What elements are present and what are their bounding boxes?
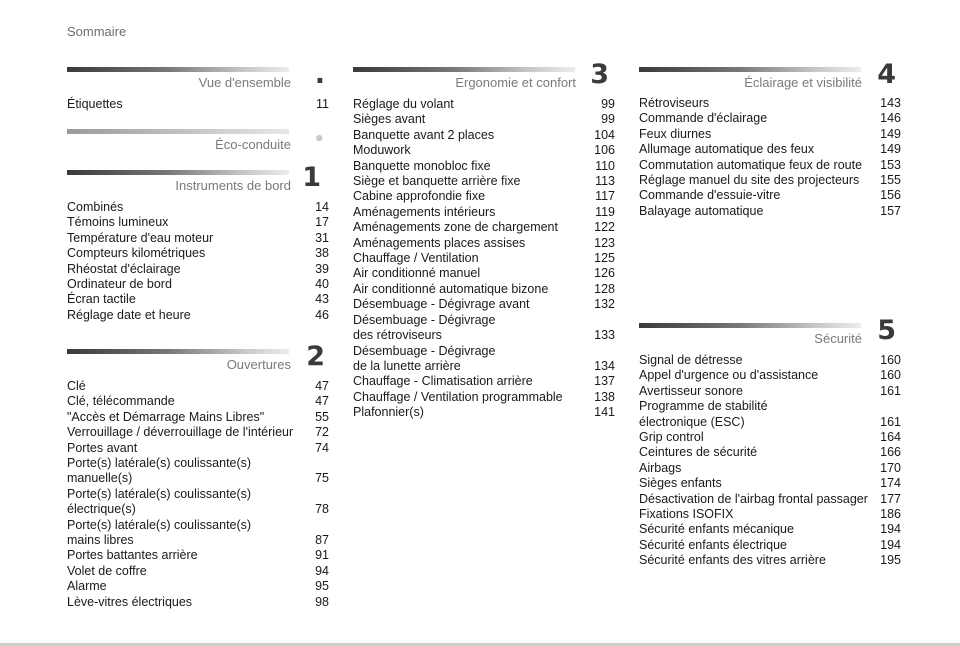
section-title: Éclairage et visibilité	[744, 75, 862, 90]
toc-entry[interactable]	[353, 374, 615, 389]
page-title: Sommaire	[67, 24, 127, 39]
toc-entry[interactable]	[67, 308, 329, 323]
section-title: Sécurité	[814, 331, 862, 346]
toc-entry-label: Signal de détresse	[639, 353, 743, 367]
section-title: Éco-conduite	[215, 137, 291, 152]
toc-entry-label: Siège et banquette arrière fixe	[353, 174, 521, 189]
toc-entry[interactable]	[67, 456, 329, 487]
toc-entry-page: 194	[880, 537, 901, 552]
toc-entry-page: 94	[315, 563, 329, 578]
section-securite	[639, 315, 901, 569]
section-number: 2	[306, 341, 325, 372]
toc-entry-label: Rhéostat d'éclairage	[67, 261, 181, 276]
toc-entry-page: 166	[880, 445, 901, 460]
section-divider	[67, 129, 289, 134]
toc-entry-label: Température d'eau moteur	[67, 230, 214, 245]
toc-entry-label: Lève-vitres électriques	[67, 594, 193, 609]
toc-entry[interactable]	[353, 97, 615, 112]
toc-entry-label: Portes avant	[67, 440, 138, 455]
toc-entry[interactable]	[67, 262, 329, 277]
toc-entry-label: Moduwork	[353, 143, 411, 158]
toc-entry-label: Étiquettes	[67, 97, 123, 111]
section-number: •	[313, 129, 325, 150]
toc-entry[interactable]	[67, 246, 329, 261]
toc-entry[interactable]	[67, 277, 329, 292]
toc-entry[interactable]	[639, 353, 901, 368]
toc-entry-page: 78	[315, 502, 329, 517]
section-divider	[639, 67, 861, 72]
toc-entry-page: 149	[880, 142, 901, 157]
toc-entry-page: 110	[595, 158, 615, 173]
toc-entry-page: 11	[316, 97, 329, 111]
toc-entry[interactable]	[639, 553, 901, 568]
toc-entry-page: 95	[315, 579, 329, 594]
toc-entry-page: 14	[315, 200, 329, 214]
toc-entry[interactable]	[67, 215, 329, 230]
toc-entry-page: 17	[315, 215, 329, 230]
section-instruments-de-bord	[67, 162, 329, 323]
toc-entry[interactable]	[639, 158, 901, 173]
toc-entry-label: Programme de stabilité électronique (ESC)	[639, 399, 768, 429]
toc-entry-page: 177	[880, 491, 901, 506]
toc-entry-label: Désactivation de l'airbag frontal passager	[639, 491, 868, 506]
toc-entry-label: Rétroviseurs	[639, 96, 710, 110]
section-number: .	[314, 59, 325, 90]
section-divider	[639, 323, 861, 328]
toc-entry-page: 153	[880, 157, 901, 172]
section-divider	[67, 349, 289, 354]
toc-entry-label: Air conditionné manuel	[353, 266, 481, 281]
toc-entry-label: Compteurs kilométriques	[67, 246, 206, 261]
toc-entry-label: "Accès et Démarrage Mains Libres"	[67, 409, 265, 424]
section-title: Vue d'ensemble	[198, 75, 291, 90]
toc-entry[interactable]	[353, 405, 615, 420]
toc-entry-label: Air conditionné automatique bizone	[353, 281, 549, 296]
toc-entry-label: Ordinateur de bord	[67, 277, 172, 292]
toc-entry-page: 40	[315, 277, 329, 292]
section-ergonomie-et-confort	[353, 59, 615, 421]
toc-entry-page: 125	[594, 251, 615, 266]
toc-entry[interactable]	[639, 445, 901, 460]
toc-entry[interactable]	[353, 112, 615, 127]
toc-entry-label: Banquette monobloc fixe	[353, 158, 491, 173]
toc-entry-page: 47	[315, 379, 329, 393]
toc-entry[interactable]	[639, 188, 901, 203]
toc-entry-label: Désembuage - Dégivrage avant	[353, 297, 530, 312]
toc-entry-label: Combinés	[67, 200, 124, 214]
toc-entry-page: 43	[315, 292, 329, 307]
toc-entry-page: 149	[880, 126, 901, 141]
toc-entry-page: 161	[880, 414, 901, 429]
toc-entry-label: Chauffage / Ventilation programmable	[353, 389, 563, 404]
toc-entry-page: 138	[594, 389, 615, 404]
section-ouvertures	[67, 341, 329, 610]
toc-entry-page: 119	[595, 204, 615, 219]
toc-entry-page: 113	[595, 174, 615, 189]
toc-entry-label: Clé	[67, 379, 86, 393]
toc-entry[interactable]	[353, 159, 615, 174]
toc-entry-page: 132	[594, 297, 615, 312]
toc-entry-page: 74	[315, 440, 329, 455]
toc-entry-page: 87	[315, 533, 329, 548]
toc-entry-label: Réglage date et heure	[67, 307, 191, 322]
toc-entry[interactable]	[639, 492, 901, 507]
toc-entry-label: Clé, télécommande	[67, 394, 175, 409]
toc-entry-page: 141	[594, 405, 615, 420]
toc-entry[interactable]	[353, 128, 615, 143]
toc-entry-page: 99	[601, 97, 615, 111]
toc-entry-page: 194	[880, 522, 901, 537]
toc-entry-page: 174	[880, 476, 901, 491]
section-title: Instruments de bord	[175, 178, 291, 193]
toc-entry[interactable]	[353, 344, 615, 375]
toc-entry-page: 128	[594, 281, 615, 296]
toc-entry[interactable]	[353, 282, 615, 297]
toc-entry-label: Commande d'éclairage	[639, 111, 768, 126]
toc-entry[interactable]	[639, 127, 901, 142]
toc-entry-label: Feux diurnes	[639, 126, 712, 141]
toc-entry[interactable]	[639, 96, 901, 111]
section-vue-d-ensemble	[67, 59, 329, 112]
section-divider	[353, 67, 575, 72]
section-title: Ouvertures	[226, 357, 291, 372]
toc-entry-label: Sécurité enfants électrique	[639, 537, 788, 552]
toc-entry-page: 91	[315, 548, 329, 563]
section-divider	[67, 170, 289, 175]
toc-entry-page: 46	[315, 307, 329, 322]
section-number: 5	[877, 315, 896, 346]
toc-entry-label: Verrouillage / déverrouillage de l'intérieur	[67, 425, 294, 440]
toc-entry-page: 117	[595, 189, 615, 204]
toc-entry[interactable]	[353, 143, 615, 158]
toc-entry[interactable]	[353, 251, 615, 266]
toc-entry-page: 157	[880, 203, 901, 218]
toc-entry-label: Aménagements zone de chargement	[353, 220, 558, 235]
toc-entry[interactable]	[67, 548, 329, 563]
toc-entry[interactable]	[639, 173, 901, 188]
toc-entry-label: Fixations ISOFIX	[639, 507, 734, 522]
toc-entry-page: 160	[880, 353, 901, 367]
toc-entry-page: 161	[880, 383, 901, 398]
toc-entry-page: 123	[594, 235, 615, 250]
toc-entry-label: Sécurité enfants mécanique	[639, 522, 794, 537]
toc-entry-label: Porte(s) latérale(s) coulissante(s) mains libres	[67, 517, 252, 548]
toc-entry-page: 195	[880, 553, 901, 568]
toc-entry[interactable]	[639, 142, 901, 157]
toc-entry-page: 155	[880, 173, 901, 188]
section-number: 4	[877, 59, 896, 90]
toc-entry[interactable]	[67, 200, 329, 215]
toc-entry[interactable]	[353, 220, 615, 235]
toc-entry-label: Commande d'essuie-vitre	[639, 188, 781, 203]
toc-entry-label: Écran tactile	[67, 292, 136, 307]
section-number: 3	[590, 59, 609, 90]
toc-entry-label: Réglage manuel du site des projecteurs	[639, 173, 860, 188]
toc-entry[interactable]	[67, 379, 329, 394]
toc-entry[interactable]	[67, 595, 329, 610]
toc-entry-label: Appel d'urgence ou d'assistance	[639, 368, 819, 383]
toc-entry-page: 104	[594, 127, 615, 142]
toc-entry-page: 99	[601, 112, 615, 127]
toc-entry[interactable]	[639, 384, 901, 399]
toc-entry-page: 146	[880, 111, 901, 126]
toc-entry-page: 47	[315, 394, 329, 409]
toc-entry[interactable]	[639, 430, 901, 445]
toc-entry[interactable]	[67, 579, 329, 594]
toc-entry-label: Chauffage - Climatisation arrière	[353, 374, 533, 389]
section-number: 1	[302, 162, 321, 193]
toc-entry[interactable]	[67, 97, 329, 112]
toc-entry-label: Cabine approfondie fixe	[353, 189, 486, 204]
toc-entry[interactable]	[639, 399, 901, 430]
toc-entry[interactable]	[67, 410, 329, 425]
toc-entry-page: 106	[594, 143, 615, 158]
toc-entry-page: 38	[315, 246, 329, 261]
toc-entry[interactable]	[353, 313, 615, 344]
toc-entry-page: 55	[315, 409, 329, 424]
toc-entry[interactable]	[639, 461, 901, 476]
section-eco-conduite	[67, 129, 329, 159]
toc-entry[interactable]	[67, 487, 329, 518]
toc-entry-page: 156	[880, 188, 901, 203]
toc-entry[interactable]	[67, 564, 329, 579]
toc-entry-page: 39	[315, 261, 329, 276]
toc-entry[interactable]	[67, 394, 329, 409]
toc-entry[interactable]	[353, 174, 615, 189]
toc-entry-label: Airbags	[639, 460, 682, 475]
toc-entry-label: Plafonnier(s)	[353, 405, 424, 420]
toc-entry-label: Témoins lumineux	[67, 215, 169, 230]
toc-entry-label: Sièges avant	[353, 112, 426, 127]
toc-entry-label: Réglage du volant	[353, 97, 454, 111]
toc-entry[interactable]	[353, 189, 615, 204]
toc-entry[interactable]	[353, 205, 615, 220]
toc-entry-label: Aménagements places assises	[353, 235, 526, 250]
toc-entry-page: 122	[594, 220, 615, 235]
toc-entry-label: Ceintures de sécurité	[639, 445, 758, 460]
toc-entry-label: Commutation automatique feux de route	[639, 157, 863, 172]
toc-entry-page: 170	[880, 460, 901, 475]
toc-entry-page: 98	[315, 594, 329, 609]
toc-entry-page: 164	[880, 430, 901, 445]
toc-entry[interactable]	[639, 368, 901, 383]
toc-entry-label: Portes battantes arrière	[67, 548, 198, 563]
toc-entry-page: 75	[315, 471, 329, 486]
toc-entry[interactable]	[67, 231, 329, 246]
toc-entry[interactable]	[639, 476, 901, 491]
toc-entry-page: 186	[880, 507, 901, 522]
section-title: Ergonomie et confort	[455, 75, 576, 90]
toc-entry-label: Sièges enfants	[639, 476, 722, 491]
toc-entry-label: Avertisseur sonore	[639, 383, 743, 398]
toc-entry[interactable]	[639, 204, 901, 219]
toc-entry-page: 134	[594, 358, 615, 373]
toc-entry[interactable]	[67, 518, 329, 549]
toc-entry-label: Allumage automatique des feux	[639, 142, 815, 157]
toc-entry[interactable]	[639, 111, 901, 126]
toc-entry[interactable]	[639, 538, 901, 553]
toc-entry[interactable]	[353, 390, 615, 405]
toc-entry[interactable]	[639, 507, 901, 522]
toc-entry[interactable]	[67, 441, 329, 456]
toc-entry-page: 31	[315, 230, 329, 245]
toc-entry-label: Sécurité enfants des vitres arrière	[639, 553, 826, 568]
toc-entry-page: 126	[594, 266, 615, 281]
toc-entry-label: Balayage automatique	[639, 203, 764, 218]
toc-entry[interactable]	[353, 236, 615, 251]
toc-entry-page: 143	[880, 96, 901, 110]
toc-entry-label: Porte(s) latérale(s) coulissante(s) manuelle(s)	[67, 456, 252, 486]
toc-entry[interactable]	[353, 297, 615, 312]
toc-entry-page: 137	[594, 374, 615, 389]
toc-entry-label: Aménagements intérieurs	[353, 204, 496, 219]
toc-entry-label: Grip control	[639, 430, 704, 445]
toc-entry[interactable]	[353, 266, 615, 281]
toc-entry-label: Porte(s) latérale(s) coulissante(s) électrique(s)	[67, 486, 252, 517]
toc-entry[interactable]	[639, 522, 901, 537]
toc-entry-label: Désembuage - Dégivrage de la lunette arrière	[353, 343, 496, 373]
toc-entry-label: Désembuage - Dégivrage des rétroviseurs	[353, 312, 496, 343]
toc-entry[interactable]	[67, 292, 329, 307]
toc-entry-page: 72	[315, 425, 329, 440]
toc-entry-page: 160	[880, 368, 901, 383]
toc-entry[interactable]	[67, 425, 329, 440]
toc-entry-page: 133	[594, 328, 615, 343]
section-divider	[67, 67, 289, 72]
toc-entry-label: Chauffage / Ventilation	[353, 251, 479, 266]
section-eclairage-et-visibilite	[639, 59, 901, 219]
toc-entry-label: Volet de coffre	[67, 563, 147, 578]
toc-entry-label: Banquette avant 2 places	[353, 127, 495, 142]
toc-entry-label: Alarme	[67, 579, 107, 594]
